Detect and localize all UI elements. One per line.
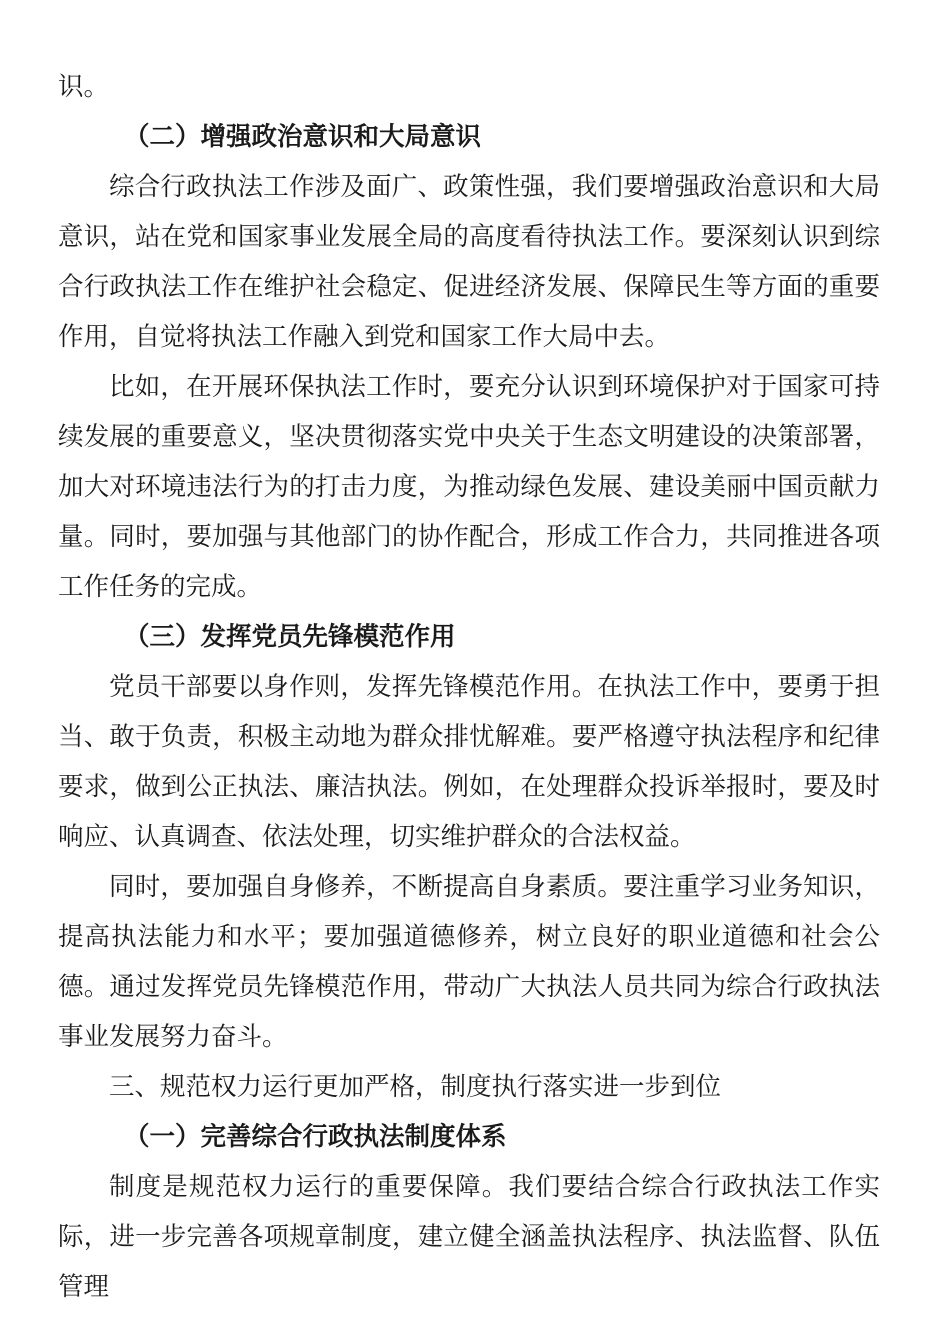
document-body (58, 62, 880, 1312)
body-paragraph: 制度是规范权力运行的重要保障。我们要结合综合行政执法工作实际，进一步完善各项规章制度，建立健全涵盖执法程序、执法监督、队伍管理 (58, 1172, 880, 1302)
continuation-text: 识。 (58, 72, 110, 102)
body-paragraph: 比如，在开展环保执法工作时，要充分认识到环境保护对于国家可持续发展的重要意义，坚决贯彻落实党中央关于生态文明建设的决策部署，加大对环境违法行为的打击力度，为推动绿色发展、建设美丽中国贡献力量。同时，要加强与其他部门的协作配合，形成工作合力，共同推进各项工作任务的完成。 (58, 372, 880, 602)
section-heading-2: （二）增强政治意识和大局意识 (124, 122, 482, 152)
part-heading: 三、规范权力运行更加严格，制度执行落实进一步到位 (109, 1072, 722, 1102)
section-heading-3: （三）发挥党员先锋模范作用 (124, 622, 456, 652)
body-paragraph: 综合行政执法工作涉及面广、政策性强，我们要增强政治意识和大局意识，站在党和国家事业发展全局的高度看待执法工作。要深刻认识到综合行政执法工作在维护社会稳定、促进经济发展、保障民生等方面的重要作用，自觉将执法工作融入到党和国家工作大局中去。 (58, 172, 880, 352)
section-heading-1: （一）完善综合行政执法制度体系 (124, 1122, 507, 1152)
body-paragraph: 同时，要加强自身修养，不断提高自身素质。要注重学习业务知识，提高执法能力和水平；要加强道德修养，树立良好的职业道德和社会公德。通过发挥党员先锋模范作用，带动广大执法人员共同为综合行政执法事业发展努力奋斗。 (58, 872, 880, 1052)
body-paragraph: 党员干部要以身作则，发挥先锋模范作用。在执法工作中，要勇于担当、敢于负责，积极主动地为群众排忧解难。要严格遵守执法程序和纪律要求，做到公正执法、廉洁执法。例如，在处理群众投诉举报时，要及时响应、认真调查、依法处理，切实维护群众的合法权益。 (58, 672, 880, 852)
